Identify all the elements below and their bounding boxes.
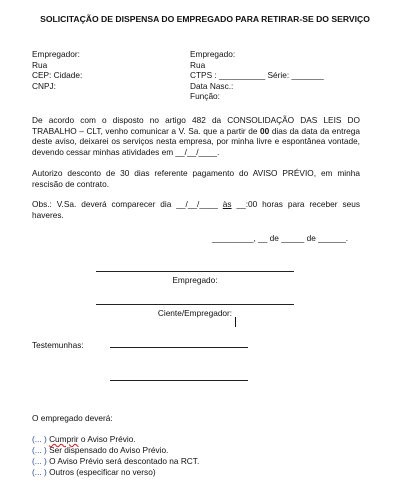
observation-text-end: __:00 horas para receber seus haveres. xyxy=(32,199,360,220)
employer-label: Empregador: xyxy=(32,49,80,59)
notice-text-start: De acordo com o disposto no artigo 482 da CONSOLIDAÇÃO DAS LEIS DO TRABALHO – CLT, venho comunicar a V. Sa. que a partir de xyxy=(32,115,360,136)
option-1-keyword: Cumprir xyxy=(49,434,79,444)
employer-signature-line xyxy=(96,304,294,305)
witness-1-signature-line xyxy=(110,347,248,348)
employee-label: Empregado: xyxy=(190,49,236,59)
date-line: _________, __ de _____ de ______. xyxy=(212,233,349,243)
observation-text-start: Obs.: V.Sa. deverá comparecer dia __/__/____ xyxy=(32,199,223,209)
employee-fields xyxy=(190,49,324,102)
checkbox-4[interactable]: (... ) xyxy=(32,467,47,477)
employer-cep-city-label: CEP: Cidade: xyxy=(32,70,83,80)
option-4 xyxy=(32,467,156,478)
checkbox-1[interactable]: (... ) xyxy=(32,434,47,444)
witnesses-label: Testemunhas: xyxy=(32,340,84,350)
employer-street-label: Rua xyxy=(32,59,48,70)
employee-ctps-label: CTPS : __________ Série: _______ xyxy=(190,70,324,80)
observation-paragraph xyxy=(32,199,360,220)
checkbox-3[interactable]: (... ) xyxy=(32,456,47,466)
employee-birthdate-label: Data Nasc.: xyxy=(190,80,234,91)
option-2 xyxy=(32,445,168,456)
employer-fields xyxy=(32,49,82,91)
document-title: SOLICITAÇÃO DE DISPENSA DO EMPREGADO PARA RETIRAR-SE DO SERVIÇO xyxy=(40,14,370,24)
employer-signature-label: Ciente/Empregador: xyxy=(157,308,233,318)
option-1 xyxy=(32,434,136,445)
option-3-label: O Aviso Prévio será descontado na RCT. xyxy=(49,456,200,466)
notice-paragraph xyxy=(32,115,360,157)
option-3 xyxy=(32,456,199,467)
deduction-paragraph: Autorizo desconto de 30 dias referente pagamento do AVISO PRÉVIO, em minha rescisão de contrato. xyxy=(32,168,360,189)
employee-signature-label: Empregado: xyxy=(172,275,218,285)
witness-2-signature-line xyxy=(110,380,248,381)
employee-role-label: Função: xyxy=(190,91,220,101)
option-1-rest: o Aviso Prévio. xyxy=(78,434,136,444)
employee-street-label: Rua xyxy=(190,59,206,70)
employer-cnpj-label: CNPJ: xyxy=(32,80,56,91)
employee-signature-line xyxy=(96,271,294,272)
notice-days: 00 xyxy=(260,125,270,136)
option-2-label: Ser dispensado do Aviso Prévio. xyxy=(49,445,169,455)
notice-text-end: dias da data da entrega deste aviso, deixarei os serviços nesta empresa, por minha livre e espontânea vontade, devendo cessar minhas atividades em __/__/____. xyxy=(32,125,360,157)
checkbox-2[interactable]: (... ) xyxy=(32,445,47,455)
text-cursor xyxy=(235,317,236,327)
options-heading: O empregado deverá: xyxy=(32,413,113,423)
option-4-label: Outros (especificar no verso) xyxy=(49,467,156,477)
observation-as: às xyxy=(222,199,232,209)
